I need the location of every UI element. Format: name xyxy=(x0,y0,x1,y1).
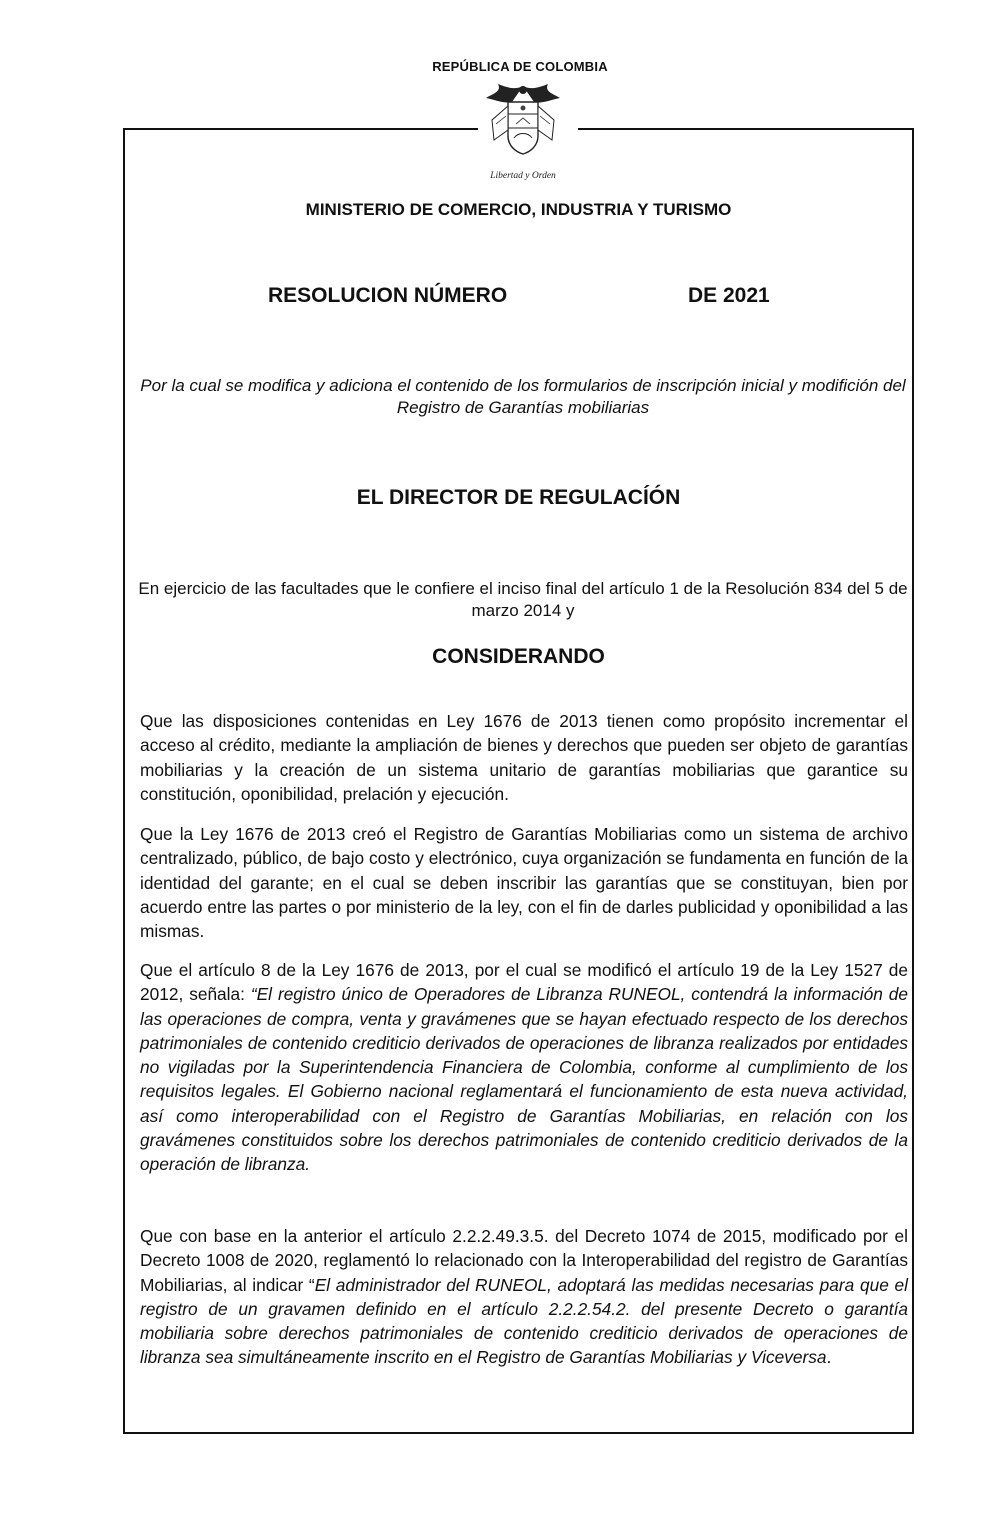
paragraph-4-intro: Que con base en la anterior el artículo 2.2.2.49.3.5. del Decreto 1074 de 2015, modificado por el Decreto 1008 de 2020, reglamentó lo relacionado con la Interoperabilidad del registro de Garantías Mobiliarias, al indicar “ xyxy=(140,1226,908,1295)
considering-paragraph-2: Que la Ley 1676 de 2013 creó el Registro de Garantías Mobiliarias como un sistema de archivo centralizado, público, de bajo costo y electrónico, cuya organización se fundamenta en función de la identidad del garante; en el cual se deben inscribir las garantías que se constituyan, bien por acuerdo entre las partes o por ministerio de la ley, con el fin de darles publicidad y oponibilidad a las mismas. xyxy=(140,824,908,942)
authority-heading: EL DIRECTOR DE REGULACÍÓN xyxy=(356,486,681,509)
considering-paragraph-3 xyxy=(140,958,908,1177)
paragraph-4-end: . xyxy=(826,1347,832,1368)
coat-of-arms-seal xyxy=(478,80,568,184)
resolution-year-label: DE 2021 xyxy=(688,284,770,307)
paragraph-4-quote: El administrador del RUNEOL, adoptará las medidas necesarias para que el registro de un gravamen definido en el artículo 2.2.2.54.2. del presente Decreto o garantía mobiliaria sobre derechos patrimoniales de contenido crediticio derivados de operaciones de libranza sea simultáneamente inscrito en el Registro de Garantías Mobiliarias y Viceversa xyxy=(140,1274,908,1368)
paragraph-3-quote: “El registro único de Operadores de Libranza RUNEOL, contendrá la información de las operaciones de compra, venta y gravámenes que se hayan efectuado respecto de los derechos patrimoniales de contenido crediticio derivados de operaciones de libranza realizados por entidades no vigiladas por la Superintendencia Financiera de Colombia, conforme al cumplimiento de los requisitos legales. El Gobierno nacional reglamentará el funcionamiento de esta nueva actividad, así como interoperabilidad con el Registro de Garantías Mobiliarias, en relación con los gravámenes constituidos sobre los derechos patrimoniales de contenido crediticio derivados de la operación de libranza. xyxy=(140,984,909,1175)
paragraph-3-intro: Que el artículo 8 de la Ley 1676 de 2013, por el cual se modificó el artículo 19 de la Ley 1527 de 2012, señala: xyxy=(140,960,908,1005)
considering-paragraph-1: Que las disposiciones contenidas en Ley 1676 de 2013 tienen como propósito incrementar el acceso al crédito, mediante la ampliación de bienes y derechos que pueden ser objeto de garantías mobiliarias y la creación de un sistema unitario de garantías mobiliarias que garantice su constitución, oponibilidad, prelación y ejecución. xyxy=(140,711,908,804)
country-heading: REPÚBLICA DE COLOMBIA xyxy=(432,59,608,74)
svg-text:Libertad y Orden: Libertad y Orden xyxy=(490,171,556,181)
faculties-statement: En ejercicio de las facultades que le confiere el inciso final del artículo 1 de la Resolución 834 del 5 de marzo 2014 y xyxy=(138,579,908,620)
resolution-summary: Por la cual se modifica y adiciona el contenido de los formularios de inscripción inicial y modifición del Registro de Garantías mobiliarias xyxy=(140,376,906,417)
resolution-number-label: RESOLUCION NÚMERO xyxy=(268,284,508,307)
considering-paragraph-4 xyxy=(140,1224,908,1370)
considering-heading: CONSIDERANDO xyxy=(432,645,605,668)
ministry-heading: MINISTERIO DE COMERCIO, INDUSTRIA Y TURISMO xyxy=(305,200,732,219)
